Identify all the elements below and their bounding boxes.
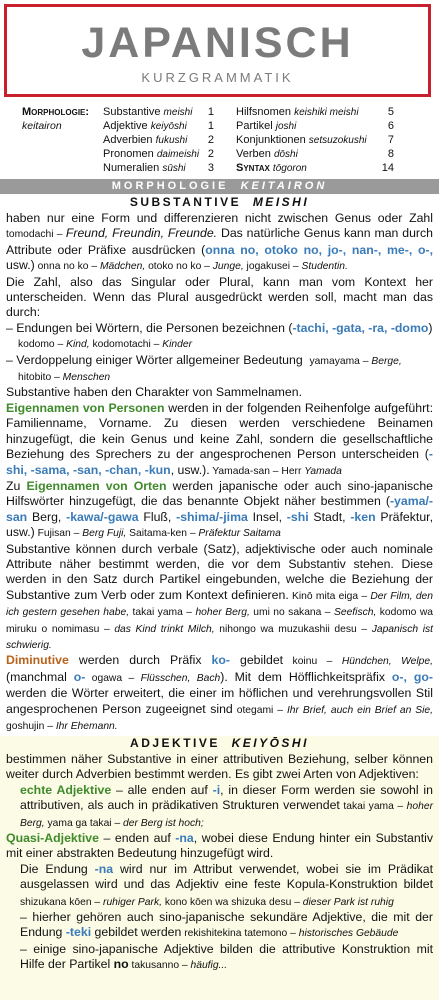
toc-column-1	[103, 105, 199, 175]
toc-item[interactable]: Adjektive keiyōshi	[103, 120, 187, 132]
toc-item[interactable]: Syntax tōgoron	[236, 162, 307, 174]
toc-page-number: 7	[387, 134, 394, 146]
substantive-text	[6, 211, 433, 734]
section-heading-substantive: SUBSTANTIVE MEISHI	[129, 195, 310, 209]
list-item: – hierher gehören auch sino-japanische sekundäre Adjektive, die mit der Endung -teki gebildet werden rekishitekina tatemono – historisches Gebäude	[20, 910, 433, 940]
toc-page-number: 2	[207, 148, 214, 160]
list-item: echte Adjektive – alle enden auf -i, in dieser Form werden sie sowohl in attributiven, als auch in prädikativen Strukturen verwendet takai yama – hoher Berg, yama ga takai – der Berg ist hoch;	[20, 782, 434, 829]
table-of-contents	[0, 105, 439, 175]
paragraph: Substantive können durch verbale (Satz), adjektivische oder auch nominale Attribute näher bestimmt werden, die vor dem Substantiv stehen. Diese werden in den Satz durch Partikel eingebunden, welche die Beziehung der Substantive zum Verb oder zum Kontext definieren. Kinō mita eiga – Der Film, den ich gestern gesehen habe, takai yama – hoher Berg, umi no sakana – Seefisch, kodomo wa miruku o nomimasu – das Kind trinkt Milch, nihongo wa muzukashii desu – Japanisch ist schwierig.	[6, 541, 433, 651]
toc-item[interactable]: Hilfsnomen keishiki meishi	[236, 106, 359, 118]
paragraph: Eigennamen von Personen werden in der folgenden Reihenfolge aufgeführt: Familienname, Vorname. Zu diesen werden verschiedene Beinamen hinzugefügt, die kein Genus und keine Zahl, sondern die gesellschaftliche Beziehung des Sprechers zu der angesprochenen Person unterscheiden (-shi, -sama, -san, -chan, -kun, usw.). Yamada-san – Herr Yamada	[6, 400, 433, 477]
list-item: – Endungen bei Wörtern, die Personen bezeichnen (-tachi, -gata, -ra, -domo) kodomo – Kind, kodomotachi – Kinder	[6, 320, 433, 351]
paragraph: Die Zahl, also das Singular oder Plural, kann man vom Kontext her unterscheiden. Wenn das Plural ausgedrückt werden soll, macht man das durch:	[6, 274, 433, 320]
paragraph: Substantive haben den Charakter von Sammelnamen.	[6, 385, 302, 400]
page-subtitle: KURZGRAMMATIK	[141, 70, 294, 85]
toc-page-number: 2	[207, 134, 214, 146]
toc-item[interactable]: Partikel joshi	[236, 120, 297, 132]
list-item: – einige sino-japanische Adjektive bilden die attributive Konstruktion mit Hilfe der Partikel no takusanno – häufig...	[20, 941, 433, 972]
toc-item[interactable]: Numeralien sūshi	[103, 162, 186, 174]
toc-column-2	[236, 105, 367, 175]
page-title: JAPANISCH	[81, 19, 354, 67]
toc-page-number: 1	[207, 120, 214, 132]
paragraph: bestimmen näher Substantive in einer attributiven Beziehung, selber können weiter durch Adverbien bestimmt werden. Es gibt zwei Arten von Adjektiven:	[6, 752, 433, 782]
paragraph: Die Endung -na wird nur im Attribut verwendet, wobei sie im Prädikat ausgelassen wird und das Adjektiv eine feste Kopula-Konstruktion bildet shizukana kōen – ruhiger Park, kono kōen wa shizuka desu – dieser Park ist ruhig	[20, 861, 433, 908]
toc-heading: Morphologie:	[22, 106, 90, 118]
toc-pages-2	[374, 105, 394, 175]
toc-page-number: 14	[381, 162, 394, 174]
section-heading-adjektive: ADJEKTIVE KEIYŌSHI	[130, 736, 309, 750]
paragraph: haben nur eine Form und differenzieren nicht zwischen Genus oder Zahl tomodachi – Freund, Freundin, Freunde. Das natürliche Genus kann man durch Attribute oder Präfixe ausdrücken (onna no, otoko no, jo-, nan-, me-, o-, usw.) onna no ko – Mädchen, otoko no ko – Junge, jogakusei – Studentin.	[6, 211, 433, 273]
toc-page-number: 5	[387, 106, 394, 118]
toc-page-number: 3	[207, 162, 214, 174]
toc-page-number: 8	[387, 148, 394, 160]
toc-pages-1	[198, 105, 214, 175]
paragraph: Zu Eigennamen von Orten werden japanische oder auch sino-japanische Hilfswörter hinzugefügt, die das benannte Objekt näher bestimmen (-yama/-san Berg, -kawa/-gawa Fluß, -shima/-jima Insel, -shi Stadt, -ken Präfektur, usw.) Fujisan – Berg Fuji, Saitama-ken – Präfektur Saitama	[6, 478, 434, 540]
toc-page-number: 1	[207, 106, 214, 118]
title-box	[4, 4, 431, 97]
toc-page-number: 6	[387, 120, 394, 132]
adjektive-text	[6, 752, 433, 974]
toc-item[interactable]: Verben dōshi	[236, 148, 298, 160]
toc-item[interactable]: Konjunktionen setsuzokushi	[236, 134, 367, 146]
paragraph: Diminutive werden durch Präfix ko- gebildet koinu – Hündchen, Welpe, (manchmal o- ogawa – Flüsschen, Bach). Mit dem Höfflichkeitspräfix o-, go- werden die Wörter erweitert, die einer im höflichen und verehrungsvollen Stil angesprochenen Person zugeeignet sind otegami – Ihr Brief, auch ein Brief an Sie, goshujin – Ihr Ehemann.	[6, 653, 434, 732]
toc-item[interactable]: Pronomen daimeishi	[103, 148, 200, 160]
section-band: MORPHOLOGIE KEITAIRON	[0, 179, 439, 194]
list-item: Quasi-Adjektive – enden auf -na, wobei diese Endung hinter ein Substantiv mit einer abstrakten Bedeutung hinzugefügt wird.	[6, 831, 433, 861]
toc-item[interactable]: Adverbien fukushi	[103, 134, 188, 146]
list-item: – Verdoppelung einiger Wörter allgemeiner Bedeutung yamayama – Berge, hitobito – Menschen	[6, 352, 402, 384]
toc-item[interactable]: Substantive meishi	[103, 106, 193, 118]
toc-heading-jp: keitairon	[22, 120, 62, 132]
